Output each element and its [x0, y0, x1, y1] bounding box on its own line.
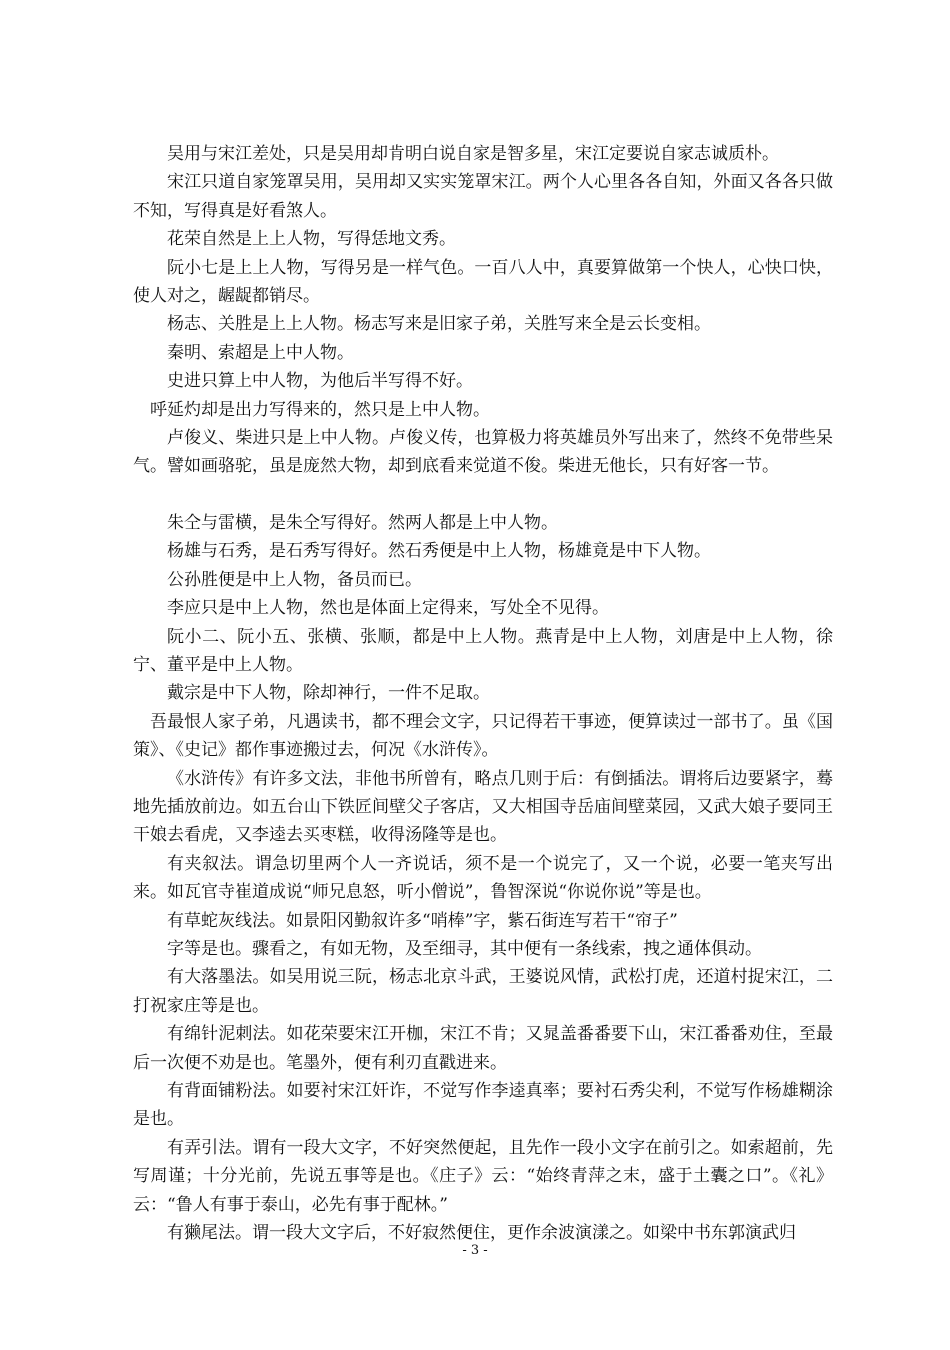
paragraph: 吴用与宋江差处，只是吴用却肯明白说自家是智多星，宋江定要说自家志诚质朴。 — [167, 144, 779, 164]
paragraph: 秦明、索超是上中人物。 — [167, 342, 354, 363]
paragraph: 有绵针泥刺法。如花荣要宋江开枷，宋江不肯；又晁盖番番要下山，宋江番番劝住，至最后一次便不劝是也。笔墨外，便有利刃直戳进来。 — [133, 1024, 833, 1073]
paragraph: 戴宗是中下人物，除却神行，一件不足取。 — [167, 683, 490, 704]
blank-line — [133, 481, 833, 509]
paragraph: 有弄引法。谓有一段大文字，不好突然便起，且先作一段小文字在前引之。如索超前，先写周谨；十分光前，先说五事等是也。《庄子》云：“始终青萍之末，盛于土囊之口”。《礼》云：“鲁人有事于泰山，必先有事于配林。” — [133, 1137, 833, 1215]
paragraph: 有背面铺粉法。如要衬宋江奸诈，不觉写作李逵真率；要衬石秀尖利，不觉写作杨雄糊涂是也。 — [133, 1081, 833, 1130]
paragraph: 朱仝与雷横，是朱仝写得好。然两人都是上中人物。 — [167, 512, 558, 533]
paragraph: 花荣自然是上上人物，写得恁地文秀。 — [167, 229, 456, 250]
paragraph: 《水浒传》有许多文法，非他书所曾有，略点几则于后：有倒插法。谓将后边要紧字，蓦地先插放前边。如五台山下铁匠间壁父子客店，又大相国寺岳庙间壁菜园，又武大娘子要同王干娘去看虎，又李逵去买枣糕，收得汤隆等是也。 — [133, 768, 833, 846]
paragraph: 阮小二、阮小五、张横、张顺，都是中上人物。燕青是中上人物，刘唐是中上人物，徐宁、董平是中上人物。 — [133, 626, 833, 675]
paragraph: 公孙胜便是中上人物，备员而已。 — [167, 569, 422, 590]
paragraph: 史进只算上中人物，为他后半写得不好。 — [167, 371, 473, 392]
paragraph: 卢俊义、柴进只是上中人物。卢俊义传，也算极力将英雄员外写出来了，然终不免带些呆气。譬如画骆驼，虽是庞然大物，却到底看来觉道不俊。柴进无他长，只有好客一节。 — [133, 428, 833, 477]
paragraph: 字等是也。骤看之，有如无物，及至细寻，其中便有一条线索，拽之通体俱动。 — [167, 938, 762, 959]
body-text — [133, 140, 833, 1247]
paragraph: 有獭尾法。谓一段大文字后，不好寂然便住，更作余波演漾之。如梁中书东郭演武归 — [167, 1223, 796, 1244]
paragraph: 有草蛇灰线法。如景阳冈勤叙许多“哨棒”字，紫石街连写若干“帘子” — [167, 910, 678, 931]
paragraph: 杨雄与石秀，是石秀写得好。然石秀便是中上人物，杨雄竟是中下人物。 — [167, 541, 711, 562]
paragraph: 杨志、关胜是上上人物。杨志写来是旧家子弟，关胜写来全是云长变相。 — [167, 314, 711, 335]
paragraph: 阮小七是上上人物，写得另是一样气色。一百八人中，真要算做第一个快人，心快口快，使人对之，龌龊都销尽。 — [133, 257, 833, 307]
page-number: - 3 - — [462, 1243, 488, 1258]
paragraph: 有夹叙法。谓急切里两个人一齐说话，须不是一个说完了，又一个说，必要一笔夹写出来。如瓦官寺崔道成说“师兄息怒，听小僧说”，鲁智深说“你说你说”等是也。 — [133, 853, 833, 903]
paragraph: 宋江只道自家笼罩吴用，吴用却又实实笼罩宋江。两个人心里各各自知，外面又各各只做不知，写得真是好看煞人。 — [133, 172, 833, 221]
paragraph: 有大落墨法。如吴用说三阮，杨志北京斗武，王婆说风情，武松打虎，还道村捉宋江，二打祝家庄等是也。 — [133, 967, 833, 1016]
paragraph: 吾最恨人家子弟，凡遇读书，都不理会文字，只记得若干事迹，便算读过一部书了。虽《国策》、《史记》都作事迹搬过去，何况《水浒传》。 — [133, 711, 833, 761]
paragraph: 呼延灼却是出力写得来的，然只是上中人物。 — [150, 399, 490, 420]
paragraph: 李应只是中上人物，然也是体面上定得来，写处全不见得。 — [167, 598, 609, 619]
